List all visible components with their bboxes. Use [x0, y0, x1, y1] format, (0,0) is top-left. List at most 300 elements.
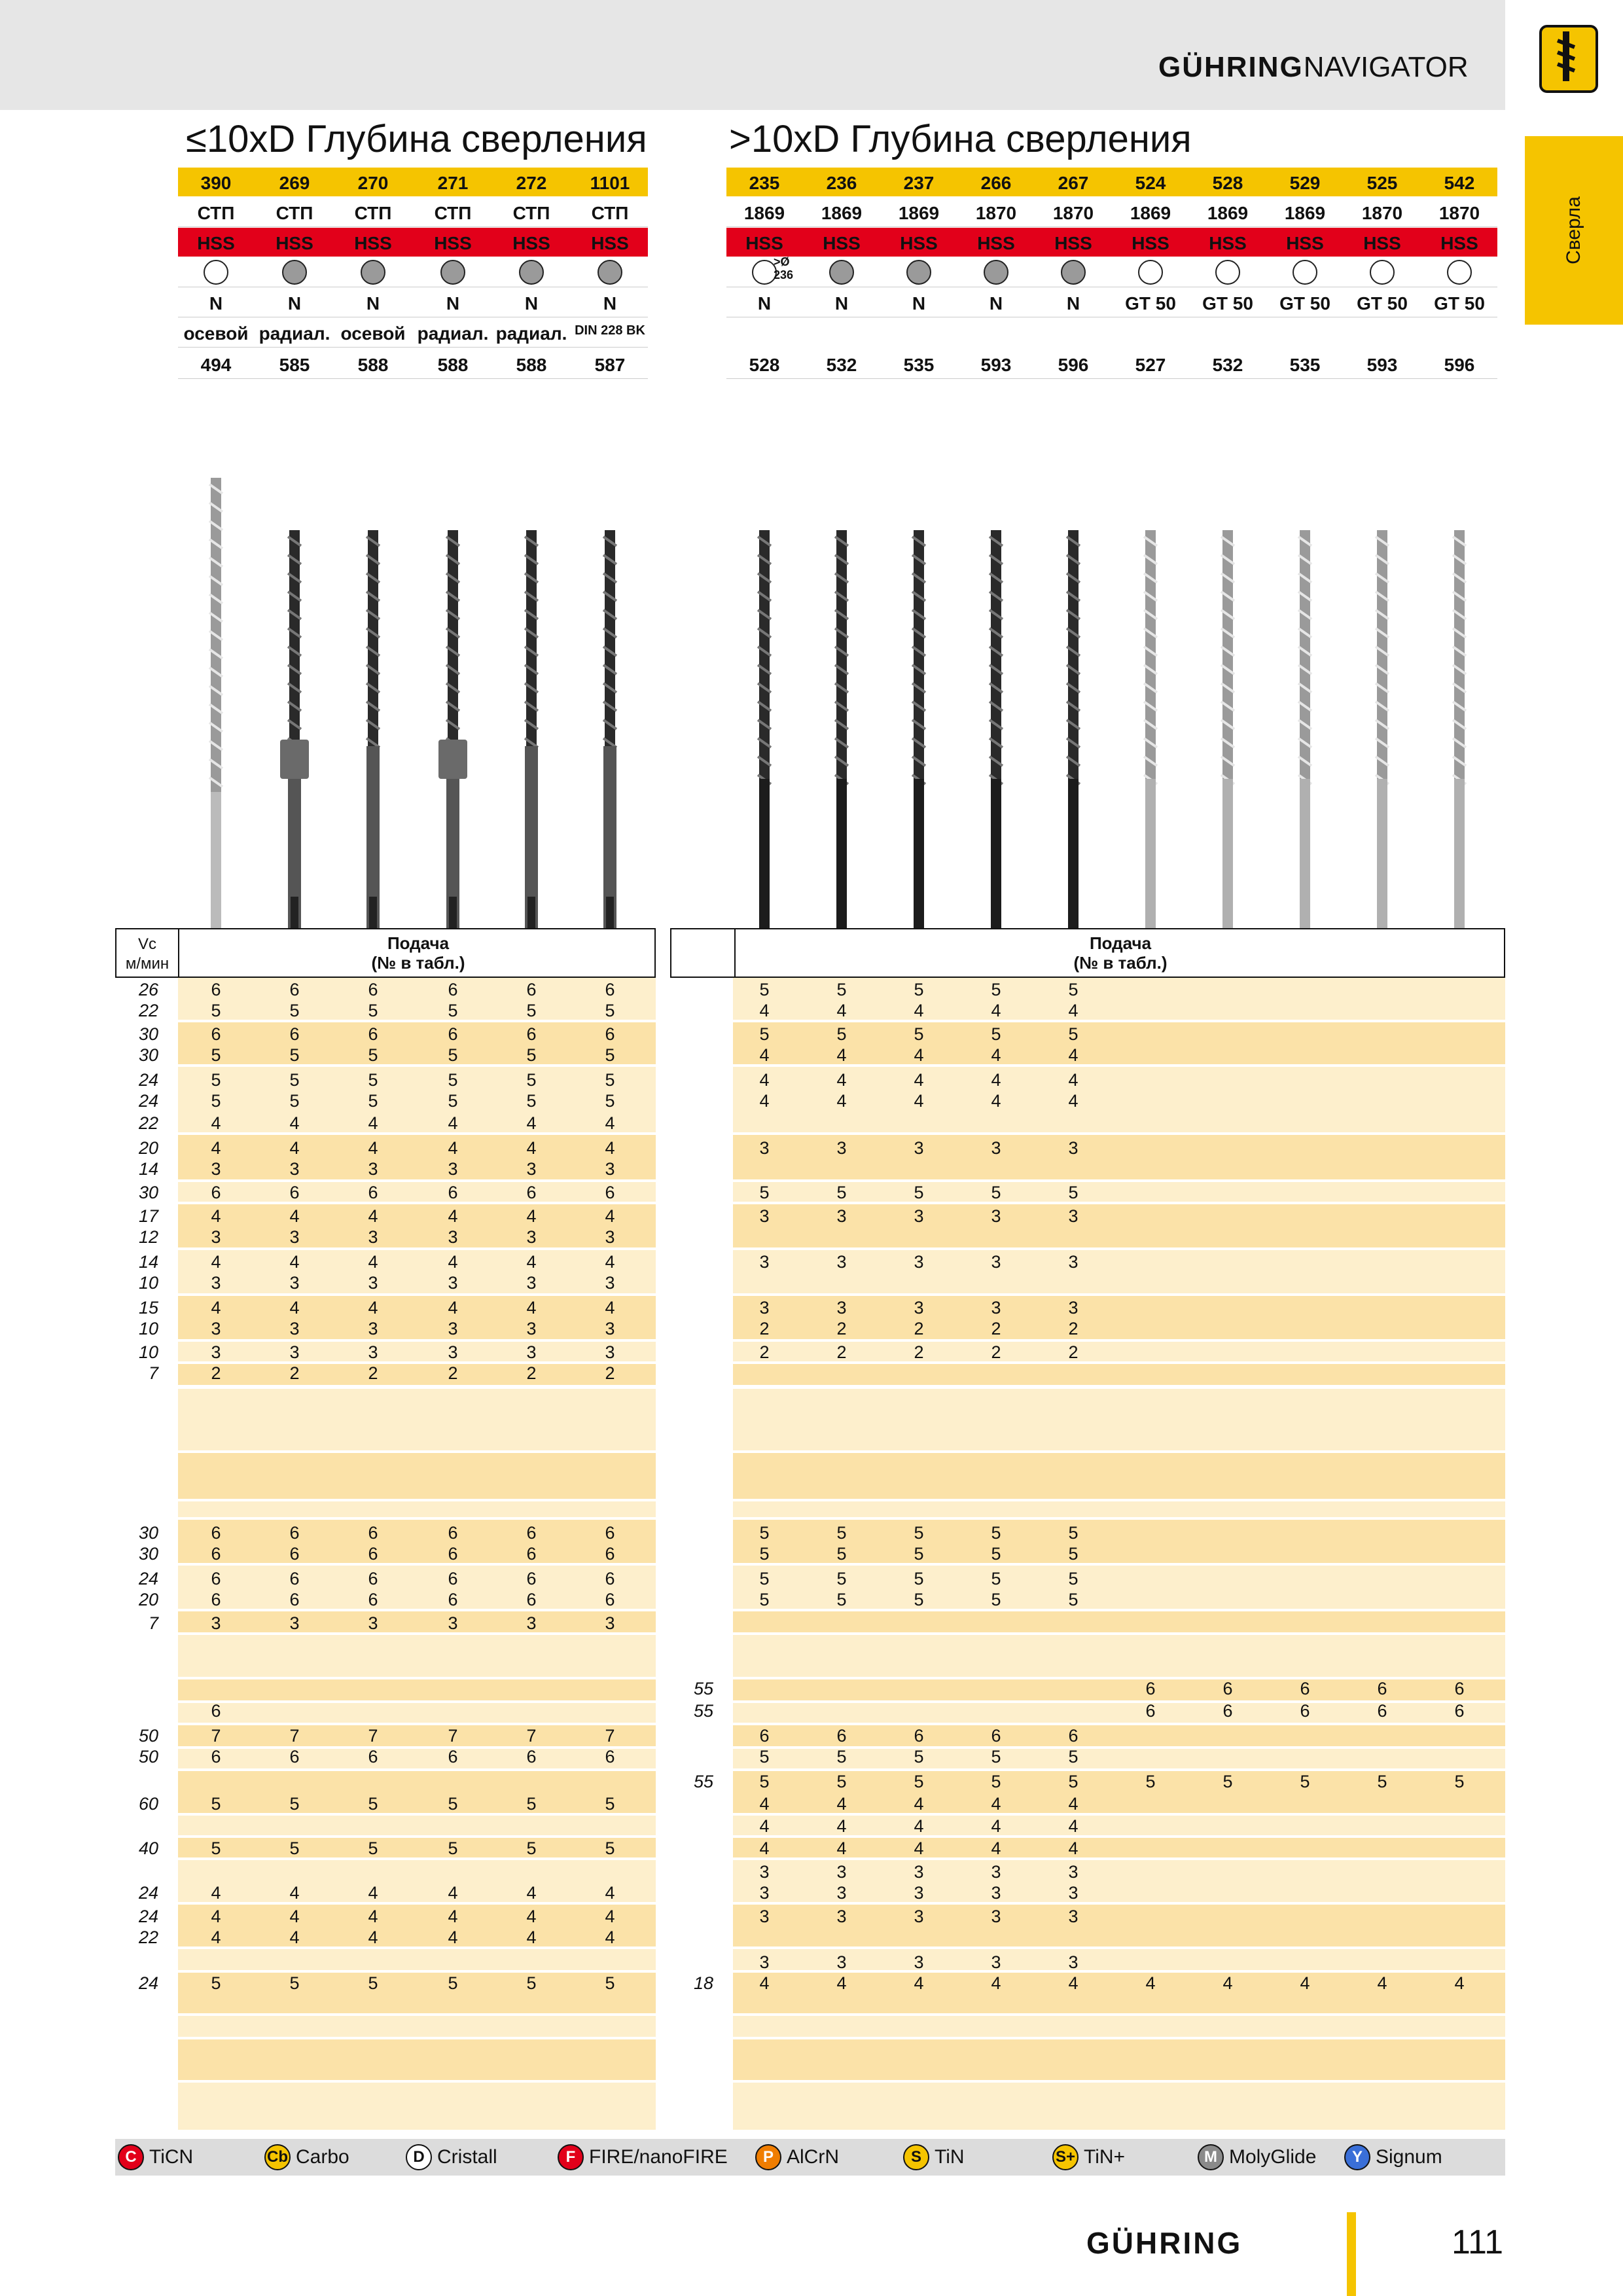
right-pages-cell: 593	[980, 355, 1012, 375]
feed-cell-left: 6	[526, 1747, 537, 1767]
feed-cell-right: 2	[1068, 1342, 1079, 1362]
vc-value-left: 10	[138, 1319, 158, 1338]
feed-cell-left: 3	[368, 1227, 378, 1247]
feed-label-right: Подача	[1089, 933, 1152, 953]
vc-value-right: 18	[693, 1973, 713, 1993]
feed-cell-left: 3	[368, 1613, 378, 1633]
feed-cell-left: 5	[289, 1045, 300, 1065]
feed-cell-right: 3	[991, 1883, 1001, 1903]
feed-cell-right: 5	[759, 980, 770, 999]
coating-tin-icon: S+	[1052, 2144, 1079, 2170]
feed-cell-right: 6	[1222, 1701, 1233, 1721]
feed-cell-right: 4	[991, 1794, 1001, 1814]
feed-cell-left: 6	[211, 980, 221, 999]
feed-cell-left: 3	[211, 1613, 221, 1633]
feed-cell-left: 5	[211, 1091, 221, 1111]
right-pages-cell: 535	[1289, 355, 1321, 375]
left-types-cell: N	[446, 293, 460, 314]
feed-cell-left: 2	[368, 1363, 378, 1383]
feed-cell-right: 3	[759, 1907, 770, 1926]
feed-cell-left: 5	[526, 1070, 537, 1090]
feed-cell-left: 5	[605, 1091, 615, 1111]
feed-cell-left: 6	[526, 1183, 537, 1202]
left-numbers-cell: 269	[279, 173, 310, 193]
feed-cell-left: 3	[605, 1613, 615, 1633]
legend-item	[903, 2144, 965, 2170]
feed-cell-right: 3	[914, 1206, 924, 1226]
feed-cell-left: 6	[211, 1701, 221, 1721]
feed-cell-left: 5	[368, 1839, 378, 1858]
feed-cell-right: 5	[914, 1747, 924, 1767]
feed-cell-right: 5	[759, 1747, 770, 1767]
left-norms-cell: СТП	[434, 203, 472, 223]
feed-cell-left: 4	[289, 1252, 300, 1272]
feed-cell-left: 3	[605, 1342, 615, 1362]
feed-cell-right: 5	[1300, 1772, 1310, 1791]
feed-cell-right: 5	[1068, 1024, 1079, 1044]
left-norms-cell: СТП	[197, 203, 235, 223]
feed-cell-right: 4	[1068, 1070, 1079, 1090]
feed-cell-right: 4	[836, 1045, 847, 1065]
feed-cell-left: 5	[448, 1839, 458, 1858]
feed-cell-left: 6	[605, 1569, 615, 1588]
feed-cell-right: 2	[836, 1342, 847, 1362]
left-cooling-cell: осевой	[183, 323, 249, 344]
feed-cell-right: 5	[991, 1590, 1001, 1609]
feed-cell-left: 4	[368, 1883, 378, 1903]
feed-cell-left: 6	[289, 980, 300, 999]
feed-cell-left: 4	[526, 1138, 537, 1158]
feed-cell-left: 4	[368, 1252, 378, 1272]
feed-cell-left: 5	[448, 1973, 458, 1993]
right-norms-cell: 1870	[1361, 203, 1403, 223]
feed-cell-right: 5	[836, 1523, 847, 1543]
feed-cell-right: 3	[1068, 1298, 1079, 1318]
left-cooling-cell: радиал.	[495, 323, 567, 344]
feed-cell-right: 5	[991, 1523, 1001, 1543]
feed-cell-left: 4	[448, 1138, 458, 1158]
feed-cell-right: 5	[1068, 1772, 1079, 1791]
feed-cell-left: 4	[605, 1113, 615, 1133]
feed-cell-left: 4	[526, 1252, 537, 1272]
feed-cell-left: 5	[526, 1045, 537, 1065]
band-right	[733, 2083, 1505, 2130]
right-types-cell: N	[1066, 293, 1080, 314]
feed-cell-left: 3	[211, 1159, 221, 1179]
right-coating-icon	[829, 260, 854, 285]
feed-cell-left: 5	[605, 1045, 615, 1065]
feed-cell-right: 5	[1068, 1747, 1079, 1767]
right-types-cell: N	[757, 293, 772, 314]
right-pages-cell: 596	[1058, 355, 1089, 375]
feed-cell-left: 4	[605, 1883, 615, 1903]
vc-value-left: 26	[138, 980, 158, 999]
right-coating-icon	[1138, 260, 1163, 285]
feed-cell-right: 5	[991, 1544, 1001, 1564]
side-tab-label: Сверла	[1563, 196, 1584, 264]
feed-cell-right: 6	[759, 1726, 770, 1746]
band-left	[178, 1022, 656, 1064]
feed-cell-right: 5	[914, 1590, 924, 1609]
vc-value-left: 22	[138, 1113, 158, 1133]
feed-cell-right: 5	[914, 1024, 924, 1044]
left-materials-cell: HSS	[434, 233, 472, 253]
left-pages-cell: 588	[357, 355, 389, 375]
feed-cell-left: 3	[289, 1159, 300, 1179]
feed-cell-right: 4	[1454, 1973, 1465, 1993]
feed-cell-left: 4	[211, 1252, 221, 1272]
feed-cell-right: 5	[914, 1183, 924, 1202]
feed-cell-right: 5	[759, 1024, 770, 1044]
band-left	[178, 1364, 656, 1385]
left-coating-icon	[282, 260, 307, 285]
feed-cell-right: 4	[914, 1091, 924, 1111]
right-pages-cell: 527	[1135, 355, 1166, 375]
left-types-cell: N	[524, 293, 539, 314]
coating-cristall-icon: D	[406, 2144, 432, 2170]
feed-cell-right: 4	[836, 1816, 847, 1836]
feed-cell-right: 6	[836, 1726, 847, 1746]
feed-cell-left: 7	[605, 1726, 615, 1746]
feed-cell-right: 5	[1068, 1523, 1079, 1543]
feed-cell-left: 5	[211, 1045, 221, 1065]
feed-cell-right: 3	[836, 1206, 847, 1226]
feed-cell-right: 5	[836, 1772, 847, 1791]
feed-cell-left: 3	[289, 1227, 300, 1247]
legend-label: MolyGlide	[1229, 2146, 1317, 2168]
feed-cell-right: 4	[1068, 1816, 1079, 1836]
left-numbers-cell: 390	[200, 173, 232, 193]
right-types-cell: GT 50	[1279, 293, 1330, 314]
vc-value-left: 15	[138, 1298, 158, 1318]
right-coating-note: >Ø 236	[774, 255, 794, 281]
band-left	[178, 1520, 656, 1563]
feed-cell-right: 3	[1068, 1952, 1079, 1972]
right-numbers-cell: 528	[1212, 173, 1243, 193]
brand-light: NAVIGATOR	[1303, 51, 1469, 83]
feed-cell-left: 5	[605, 1001, 615, 1020]
vc-value-left: 7	[148, 1613, 158, 1633]
feed-cell-left: 6	[211, 1569, 221, 1588]
band-left	[178, 1838, 656, 1857]
right-table-header	[670, 928, 1505, 978]
right-pages-cell: 593	[1366, 355, 1398, 375]
left-coating-icon	[519, 260, 544, 285]
feed-cell-right: 5	[759, 1590, 770, 1609]
legend-label: TiN+	[1084, 2146, 1126, 2168]
right-materials-cell: HSS	[1286, 233, 1324, 253]
vc-value-left: 40	[138, 1839, 158, 1858]
feed-cell-left: 5	[368, 1091, 378, 1111]
right-types-cell: GT 50	[1434, 293, 1485, 314]
right-materials-cell: HSS	[745, 233, 783, 253]
vc-value-left: 24	[138, 1091, 158, 1111]
band-right	[733, 1611, 1505, 1632]
feed-cell-left: 3	[605, 1227, 615, 1247]
feed-cell-left: 4	[289, 1883, 300, 1903]
vc-value-left: 30	[138, 1523, 158, 1543]
feed-cell-left: 3	[368, 1342, 378, 1362]
feed-cell-right: 4	[1068, 1091, 1079, 1111]
feed-cell-left: 5	[448, 1070, 458, 1090]
vc-value-left: 14	[138, 1159, 158, 1179]
feed-cell-left: 4	[448, 1883, 458, 1903]
feed-cell-right: 3	[914, 1298, 924, 1318]
feed-cell-right: 6	[914, 1726, 924, 1746]
right-norms-cell: 1869	[743, 203, 785, 223]
feed-cell-right: 3	[836, 1907, 847, 1926]
feed-cell-right: 5	[1454, 1772, 1465, 1791]
feed-cell-right: 4	[1068, 1973, 1079, 1993]
left-materials-cell: HSS	[591, 233, 629, 253]
vc-label: Vc	[137, 935, 156, 953]
footer-brand: GÜHRING	[1086, 2226, 1243, 2260]
feed-cell-left: 4	[448, 1252, 458, 1272]
feed-cell-left: 6	[211, 1024, 221, 1044]
feed-label: Подача	[387, 933, 450, 953]
feed-cell-right: 6	[1300, 1679, 1310, 1698]
feed-cell-right: 3	[991, 1952, 1001, 1972]
feed-cell-left: 3	[448, 1342, 458, 1362]
right-materials-cell: HSS	[1363, 233, 1401, 253]
left-pages-cell: 494	[200, 355, 232, 375]
feed-cell-left: 5	[448, 1091, 458, 1111]
band-right	[733, 1501, 1505, 1517]
feed-cell-left: 7	[368, 1726, 378, 1746]
legend-label: Carbo	[296, 2146, 349, 2168]
feed-cell-left: 6	[448, 980, 458, 999]
right-pages-cell: 596	[1444, 355, 1475, 375]
feed-cell-left: 4	[211, 1113, 221, 1133]
left-coating-icon	[440, 260, 465, 285]
vc-value-left: 24	[138, 1883, 158, 1903]
band-right	[733, 1453, 1505, 1499]
feed-cell-left: 4	[605, 1206, 615, 1226]
feed-cell-left: 3	[526, 1613, 537, 1633]
feed-cell-left: 3	[289, 1613, 300, 1633]
band-left	[178, 1679, 656, 1700]
feed-cell-right: 3	[914, 1862, 924, 1882]
right-coating-icon	[1293, 260, 1317, 285]
feed-cell-left: 2	[448, 1363, 458, 1383]
feed-cell-left: 3	[448, 1227, 458, 1247]
left-numbers-cell: 272	[516, 173, 547, 193]
right-types-cell: N	[989, 293, 1003, 314]
left-numbers-cell: 270	[357, 173, 389, 193]
vc-value-left: 10	[138, 1273, 158, 1293]
feed-cell-right: 4	[759, 1794, 770, 1814]
feed-cell-right: 3	[836, 1138, 847, 1158]
feed-cell-left: 3	[448, 1613, 458, 1633]
feed-cell-right: 5	[759, 1183, 770, 1202]
coating-signum-icon: Y	[1344, 2144, 1370, 2170]
band-left	[178, 1860, 656, 1902]
feed-cell-right: 5	[1145, 1772, 1156, 1791]
feed-cell-left: 6	[605, 1590, 615, 1609]
legend-label: FIRE/nanoFIRE	[589, 2146, 728, 2168]
feed-cell-left: 3	[526, 1319, 537, 1338]
feed-cell-left: 6	[526, 1544, 537, 1564]
feed-cell-right: 3	[759, 1138, 770, 1158]
feed-cell-right: 3	[991, 1138, 1001, 1158]
feed-cell-left: 6	[368, 1523, 378, 1543]
feed-cell-right: 6	[1454, 1701, 1465, 1721]
band-right	[733, 1389, 1505, 1450]
right-coating-icon	[1447, 260, 1472, 285]
left-norms-cell: СТП	[276, 203, 313, 223]
feed-cell-left: 3	[526, 1159, 537, 1179]
right-materials-cell: HSS	[1209, 233, 1247, 253]
feed-cell-left: 4	[526, 1883, 537, 1903]
vc-value-left: 20	[138, 1138, 158, 1158]
feed-cell-left: 6	[289, 1747, 300, 1767]
left-coating-icon	[361, 260, 385, 285]
drill-logo-icon	[1539, 25, 1598, 93]
band-left	[178, 1182, 656, 1202]
feed-sub-right: (№ в табл.)	[1073, 953, 1168, 973]
feed-cell-right: 4	[759, 1973, 770, 1993]
right-types-cell: GT 50	[1202, 293, 1253, 314]
feed-cell-left: 5	[605, 1839, 615, 1858]
feed-cell-left: 5	[368, 1070, 378, 1090]
feed-cell-right: 4	[991, 1070, 1001, 1090]
feed-cell-left: 5	[448, 1001, 458, 1020]
left-norms-cell: СТП	[354, 203, 392, 223]
footer-bar	[1347, 2212, 1356, 2296]
band-left	[178, 1296, 656, 1339]
feed-cell-right: 5	[1068, 1183, 1079, 1202]
band-left	[178, 1973, 656, 2013]
feed-cell-right: 5	[914, 1544, 924, 1564]
right-numbers-cell: 529	[1289, 173, 1321, 193]
brand-title	[1158, 51, 1469, 84]
feed-cell-left: 3	[289, 1319, 300, 1338]
feed-cell-right: 4	[1300, 1973, 1310, 1993]
feed-cell-right: 5	[991, 1024, 1001, 1044]
feed-cell-left: 4	[368, 1113, 378, 1133]
feed-cell-left: 4	[368, 1928, 378, 1947]
left-numbers-cell: 1101	[590, 173, 630, 193]
feed-cell-right: 4	[914, 1045, 924, 1065]
feed-cell-left: 3	[368, 1319, 378, 1338]
feed-cell-left: 6	[605, 1183, 615, 1202]
vc-value-left: 17	[138, 1206, 158, 1226]
legend-item	[406, 2144, 497, 2170]
legend-label: AlCrN	[787, 2146, 839, 2168]
feed-cell-left: 2	[289, 1363, 300, 1383]
right-numbers-cell: 237	[903, 173, 935, 193]
feed-cell-right: 5	[1068, 980, 1079, 999]
vc-value-left: 10	[138, 1342, 158, 1362]
feed-cell-left: 6	[289, 1523, 300, 1543]
feed-cell-right: 4	[836, 1839, 847, 1858]
band-left	[178, 2016, 656, 2037]
feed-cell-right: 6	[1377, 1701, 1387, 1721]
feed-cell-left: 5	[211, 1070, 221, 1090]
feed-cell-right: 4	[836, 1973, 847, 1993]
feed-cell-right: 4	[914, 1839, 924, 1858]
feed-cell-left: 4	[368, 1206, 378, 1226]
feed-cell-left: 2	[211, 1363, 221, 1383]
left-norms-cell: СТП	[591, 203, 629, 223]
feed-cell-right: 2	[991, 1319, 1001, 1338]
feed-cell-left: 7	[526, 1726, 537, 1746]
feed-cell-left: 3	[526, 1342, 537, 1362]
feed-cell-right: 5	[836, 1569, 847, 1588]
right-types-cell: N	[834, 293, 849, 314]
coating-carbo-icon: Cb	[264, 2144, 291, 2170]
feed-cell-left: 4	[526, 1113, 537, 1133]
vc-value-left: 50	[138, 1747, 158, 1767]
feed-cell-left: 5	[289, 1794, 300, 1814]
feed-cell-left: 4	[211, 1206, 221, 1226]
right-numbers-cell: 525	[1366, 173, 1398, 193]
feed-cell-right: 4	[1145, 1973, 1156, 1993]
feed-cell-right: 4	[914, 1816, 924, 1836]
feed-cell-left: 6	[368, 1747, 378, 1767]
band-left	[178, 1501, 656, 1517]
feed-cell-left: 6	[211, 1183, 221, 1202]
band-left	[178, 2039, 656, 2080]
feed-cell-right: 4	[1222, 1973, 1233, 1993]
right-numbers-cell: 266	[980, 173, 1012, 193]
right-norms-cell: 1869	[1130, 203, 1171, 223]
feed-cell-right: 5	[759, 1544, 770, 1564]
feed-cell-left: 4	[448, 1298, 458, 1318]
feed-cell-left: 2	[605, 1363, 615, 1383]
feed-cell-left: 4	[211, 1298, 221, 1318]
band-right	[733, 2039, 1505, 2080]
feed-cell-right: 6	[991, 1726, 1001, 1746]
left-types-cell: N	[209, 293, 223, 314]
feed-cell-right: 3	[836, 1862, 847, 1882]
feed-cell-left: 4	[289, 1113, 300, 1133]
vc-value-left: 24	[138, 1907, 158, 1926]
feed-cell-left: 6	[526, 980, 537, 999]
feed-cell-right: 3	[759, 1883, 770, 1903]
vc-value-left: 24	[138, 1569, 158, 1588]
feed-cell-left: 3	[289, 1342, 300, 1362]
feed-cell-left: 5	[289, 1001, 300, 1020]
vc-value-right: 55	[693, 1679, 713, 1698]
feed-cell-left: 6	[289, 1544, 300, 1564]
left-coating-icon	[204, 260, 228, 285]
feed-cell-right: 4	[759, 1045, 770, 1065]
vc-value-left: 22	[138, 1928, 158, 1947]
band-left	[178, 1816, 656, 1835]
feed-cell-left: 4	[448, 1113, 458, 1133]
band-left	[178, 1453, 656, 1499]
feed-cell-left: 3	[448, 1273, 458, 1293]
feed-cell-left: 3	[368, 1273, 378, 1293]
band-left	[178, 1725, 656, 1746]
feed-cell-right: 4	[914, 1794, 924, 1814]
feed-cell-left: 4	[448, 1206, 458, 1226]
feed-cell-left: 6	[368, 1024, 378, 1044]
feed-cell-right: 3	[1068, 1252, 1079, 1272]
band-left	[178, 1067, 656, 1132]
feed-cell-right: 6	[1300, 1701, 1310, 1721]
feed-cell-right: 5	[1068, 1590, 1079, 1609]
feed-cell-left: 4	[368, 1907, 378, 1926]
feed-cell-right: 6	[1454, 1679, 1465, 1698]
feed-cell-left: 3	[526, 1273, 537, 1293]
feed-cell-left: 4	[526, 1928, 537, 1947]
coating-molyglide-icon: M	[1198, 2144, 1224, 2170]
feed-cell-left: 5	[289, 1070, 300, 1090]
feed-cell-right: 3	[914, 1252, 924, 1272]
feed-cell-right: 6	[1377, 1679, 1387, 1698]
